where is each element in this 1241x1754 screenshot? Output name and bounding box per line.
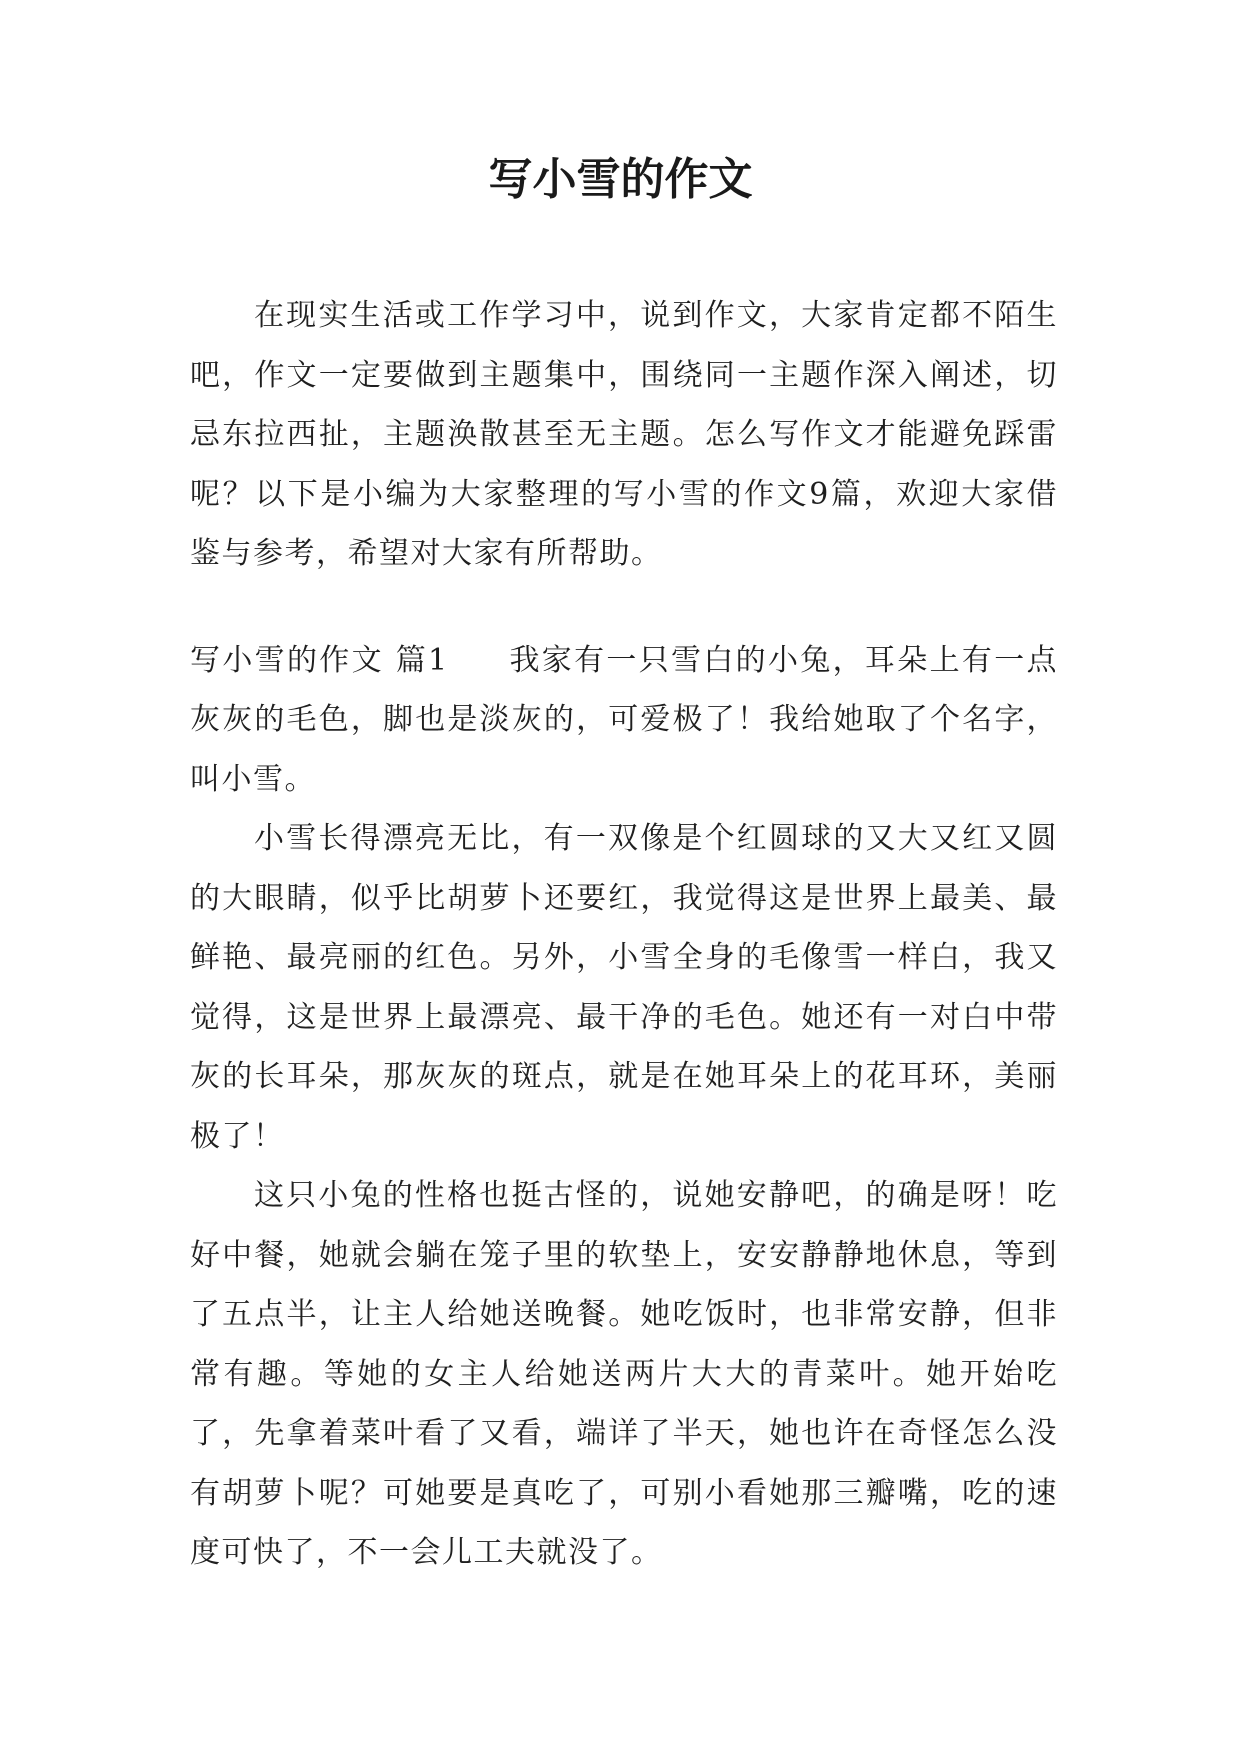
intro-paragraph: 在现实生活或工作学习中，说到作文，大家肯定都不陌生吧，作文一定要做到主题集中，围绕同一主题作深入阐述，切忌东拉西扯，主题涣散甚至无主题。怎么写作文才能避免踩雷呢？以下是小编为大家整理的写小雪的作文9篇，欢迎大家借鉴与参考，希望对大家有所帮助。: [190, 298, 1058, 571]
body-paragraph-2: 这只小兔的性格也挺古怪的，说她安静吧，的确是呀！吃好中餐，她就会躺在笼子里的软垫上，安安静静地休息，等到了五点半，让主人给她送晚餐。她吃饭时，也非常安静，但非常有趣。等她的女主人给她送两片大大的青菜叶。她开始吃了，先拿着菜叶看了又看，端详了半天，她也许在奇怪怎么没有胡萝卜呢？可她要是真吃了，可别小看她那三瓣嘴，吃的速度可快了，不一会儿工夫就没了。: [190, 1178, 1058, 1570]
body-paragraph-1: 小雪长得漂亮无比，有一双像是个红圆球的又大又红又圆的大眼睛，似乎比胡萝卜还要红，我觉得这是世界上最美、最鲜艳、最亮丽的红色。另外，小雪全身的毛像雪一样白，我又觉得，这是世界上最漂亮、最干净的毛色。她还有一对白中带灰的长耳朵，那灰灰的斑点，就是在她耳朵上的花耳环，美丽极了！: [190, 821, 1058, 1154]
document-body: [190, 286, 1058, 1583]
section-1-paragraph: [190, 631, 1058, 810]
document-title: 写小雪的作文: [488, 154, 753, 205]
section-1-first-paragraph: 我家有一只雪白的小兔，耳朵上有一点灰灰的毛色，脚也是淡灰的，可爱极了！我给她取了个名字，叫小雪。: [190, 642, 1059, 797]
section-1-heading: 写小雪的作文 篇1: [190, 642, 449, 678]
